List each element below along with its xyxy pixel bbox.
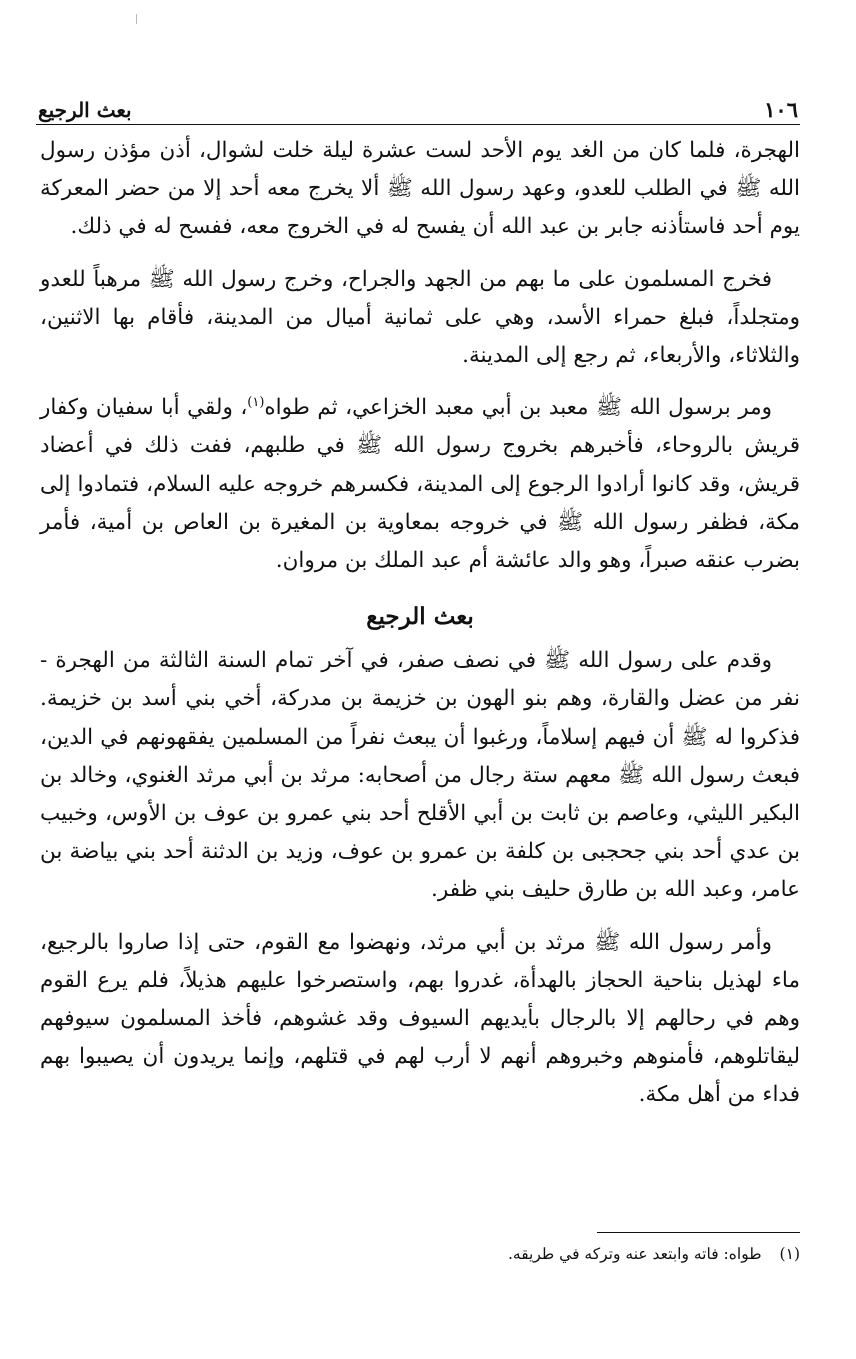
paragraph-2: فخرج المسلمون على ما بهم من الجهد والجراح، وخرج رسول الله ﷺ مرهباً للعدو ومتجلداً، فبلغ حمراء الأسد، وهي على ثمانية أميال من المدينة، فأقام بها الاثنين، والثلاثاء، والأربعاء، ثم رجع إلى المدينة. bbox=[40, 266, 800, 369]
paragraph-3-part-2: ، ولقي أبا سفيان وكفار قريش بالروحاء، فأخبرهم بخروج رسول الله ﷺ في طلبهم، ففت ذلك في أعضاد قريش، وقد كانوا أرادوا الرجوع إلى المدينة، فكسرهم خروجه عليه السلام، فتمادوا إلى مكة، فظفر رسول الله ﷺ في خروجه بمعاوية بن المغيرة بن العاص بن أمية، فأمر بضرب عنقه صبراً، وهو والد عائشة أم عبد الملك بن مروان. bbox=[40, 395, 800, 574]
main-text bbox=[40, 132, 800, 1115]
section-heading: بعث الرجيع bbox=[366, 603, 474, 631]
paragraph-1: الهجرة، فلما كان من الغد يوم الأحد لست عشرة ليلة خلت لشوال، أذن مؤذن رسول الله ﷺ في الطلب للعدو، وعهد رسول الله ﷺ ألا يخرج معه أحد إلا من حضر المعركة يوم أحد فاستأذنه جابر بن عبد الله أن يفسح له في الخروج معه، ففسح له في ذلك. bbox=[40, 138, 800, 240]
footnote-number: (١) bbox=[779, 1245, 800, 1263]
footnote-reference: (١) bbox=[247, 395, 265, 411]
page-number: ١٠٦ bbox=[764, 97, 798, 122]
header-rule bbox=[36, 124, 800, 125]
scan-mark bbox=[136, 14, 137, 24]
footnote bbox=[40, 1242, 800, 1266]
footnote-rule bbox=[597, 1232, 800, 1233]
footnote-text: طواه: فاته وابتعد عنه وتركه في طريقه. bbox=[507, 1245, 762, 1263]
paragraph-4: وقدم على رسول الله ﷺ في نصف صفر، في آخر تمام السنة الثالثة من الهجرة - نفر من عضل والقارة، وهم بنو الهون بن خزيمة بن مدركة، أخي بني أسد بن خزيمة. فذكروا له ﷺ أن فيهم إسلاماً، ورغبوا أن يبعث نفراً من المسلمين يفقهونهم في الدين، فبعث رسول الله ﷺ معهم ستة رجال من أصحابه: مرثد بن أبي مرثد الغنوي، وخالد بن البكير الليثي، وعاصم بن ثابت بن أبي الأقلح أحد بني عمرو بن عوف بن الأوس، وخبيب بن عدي أحد بني جحجبى بن كلفة بن عمرو بن عوف، وزيد بن الدثنة أحد بني بياضة بن عامر، وعبد الله بن طارق حليف بني ظفر. bbox=[40, 648, 800, 903]
running-title: بعث الرجيع bbox=[38, 98, 132, 122]
page-header bbox=[38, 88, 798, 122]
paragraph-5: وأمر رسول الله ﷺ مرثد بن أبي مرثد، ونهضوا مع القوم، حتى إذا صاروا بالرجيع، ماء لهذيل بناحية الحجاز بالهدأة، غدروا بهم، واستصرخوا عليهم هذيلاً، فلم يرع القوم وهم في رحالهم إلا بالرجال بأيديهم السيوف وقد غشوهم، فأخذ المسلمون سيوفهم ليقاتلوهم، فأمنوهم وخبروهم أنهم لا أرب لهم في قتلهم، وإنما يريدون أن يصيبوا بهم فداء من أهل مكة. bbox=[40, 929, 800, 1108]
paragraph-3-part-1: ومر برسول الله ﷺ معبد بن أبي معبد الخزاعي، ثم طواه bbox=[264, 395, 773, 421]
paragraph-3 bbox=[40, 389, 800, 580]
